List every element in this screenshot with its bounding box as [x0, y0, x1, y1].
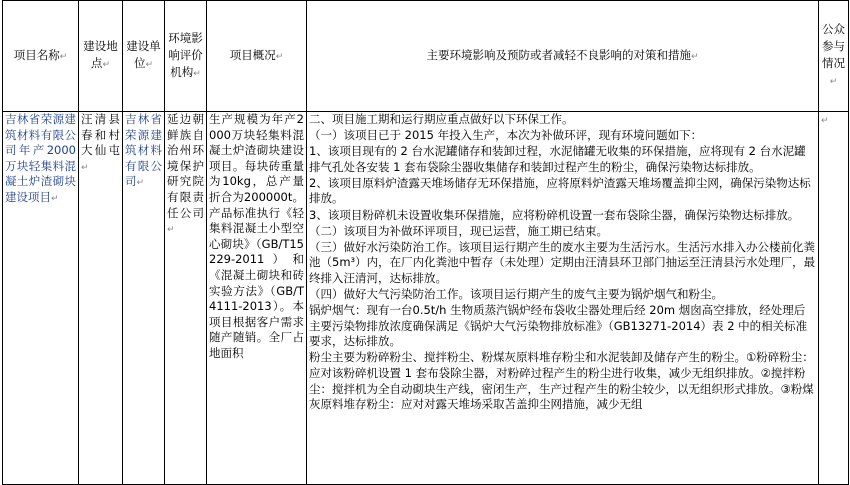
header-unit: 建设单位↵: [123, 1, 165, 112]
cell-end-mark-icon: ↵: [193, 68, 201, 79]
measure-paragraph: 二、项目施工期和运行期应重点做好以下环保工作。: [309, 112, 574, 126]
cell-end-mark-icon: ↵: [690, 51, 699, 62]
measure-paragraph: 3、该项目粉碎机未设置收集环保措施，应将粉碎机设置一套布袋除尘器，确保污染物达标排放。: [309, 207, 800, 222]
measure-paragraph: （四）做好大气污染防治工作。该项目运行期产生的废气主要为锅炉烟气和粉尘。: [309, 287, 723, 302]
table-row: [3, 112, 849, 485]
eia-table: [2, 0, 849, 485]
measure-paragraph: 粉尘主要为粉碎粉尘、搅拌粉尘、粉煤灰原料堆存粉尘和水泥装卸及储存产生的粉尘。①粉碎粉尘：应对该粉碎机设置 1 套布袋除尘器，对粉碎过程产生的粉尘进行收集，减少无组织排放。②搅拌粉尘：搅拌机为全自动砌块生产线，密闭生产，生产过程产生的粉尘较少，以无组织形式排放。③粉煤灰原料堆存粉尘：应对对露天堆场采取苫盖抑尘网措施，减少无组: [309, 350, 814, 412]
cell-eval-org: 延边朝鲜族自治州环境保护研究院有限责任公司↵: [165, 112, 207, 485]
measure-paragraph: （二）该项目为补做环评项目，现已运营，施工期已结束。: [309, 223, 608, 238]
header-row: [3, 1, 849, 112]
header-measures: 主要环境影响及预防或者减轻不良影响的对策和措施↵: [307, 1, 819, 112]
cell-end-mark-icon: ↵: [136, 178, 145, 189]
cell-end-mark-icon: ↵: [81, 162, 89, 173]
cell-end-mark-icon: ↵: [821, 116, 829, 126]
cell-end-mark-icon: ↵: [145, 60, 154, 70]
cell-participation: [819, 112, 849, 485]
cell-end-mark-icon: ↵: [275, 51, 284, 62]
cell-end-mark-icon: ↵: [102, 60, 111, 70]
cell-end-mark-icon: ↵: [51, 193, 59, 204]
cell-project-name: 吉林省荣源建筑材料有限公司年产2000万块轻集料混凝土炉渣砌块建设项目↵: [3, 112, 79, 485]
cell-end-mark-icon: ↵: [829, 77, 838, 87]
cell-unit: 吉林省荣源建筑材料有限公司↵: [123, 112, 165, 485]
cell-location: 汪清县春和村大仙屯↵: [79, 112, 123, 485]
cell-overview: 生产规模为年产2000万块轻集料混凝土炉渣砌块建设项目。每块砖重量为10kg，总产量折合为200000t。产品标准执行《轻集料混凝土小型空心砌块》（GB/T15229-2011）和《混凝土砌块和砖实验方法》（GB/T4111-2013）。本项目根据客户需求随产随销。全厂占地面积: [207, 112, 307, 485]
cell-end-mark-icon: ↵: [59, 51, 68, 62]
measure-paragraph: （一）该项目已于 2015 年投入生产，本次为补做环评，现有环境问题如下：: [309, 128, 703, 143]
header-eval-org: 环境影响评价机构↵: [165, 1, 207, 112]
cell-measures: [307, 112, 819, 485]
header-overview: 项目概况↵: [207, 1, 307, 112]
measure-paragraph: 1、该项目现有的 2 台水泥罐储存和装卸过程，水泥储罐无收集的环保措施，应将现有 2 台水泥罐排气孔处各安装 1 套布袋除尘器收集储存和装卸过程产生的粉尘，确保污染物达标排放。: [309, 144, 806, 174]
measure-paragraph: （三）做好水污染防治工作。该项目运行期产生的废水主要为生活污水。生活污水排入办公楼前化粪池（5m³）内，在厂内化粪池中暂存（未处理）定期由汪清县环卫部门抽运至汪清县污水处理厂，最终排入汪清河，达标排放。: [309, 239, 816, 285]
header-location: 建设地点↵: [79, 1, 123, 112]
cell-end-mark-icon: ↵: [167, 225, 175, 236]
header-project-name: 项目名称↵: [3, 1, 79, 112]
measure-paragraph: 锅炉烟气：现有一台0.5t/h 生物质蒸汽锅炉经布袋收尘器处理后经 20m 烟囱高空排放，经处理后主要污染物排放浓度确保满足《锅炉大气污染物排放标准》（GB13271-2014）表 2 中的相关标准要求，达标排放。: [309, 303, 808, 349]
measure-paragraph: 2、该项目原料炉渣露天堆场储存无环保措施，应将原料炉渣露天堆场覆盖抑尘网，确保污染物达标排放。: [309, 175, 811, 206]
header-participation: 公众参与情况↵: [819, 1, 849, 112]
